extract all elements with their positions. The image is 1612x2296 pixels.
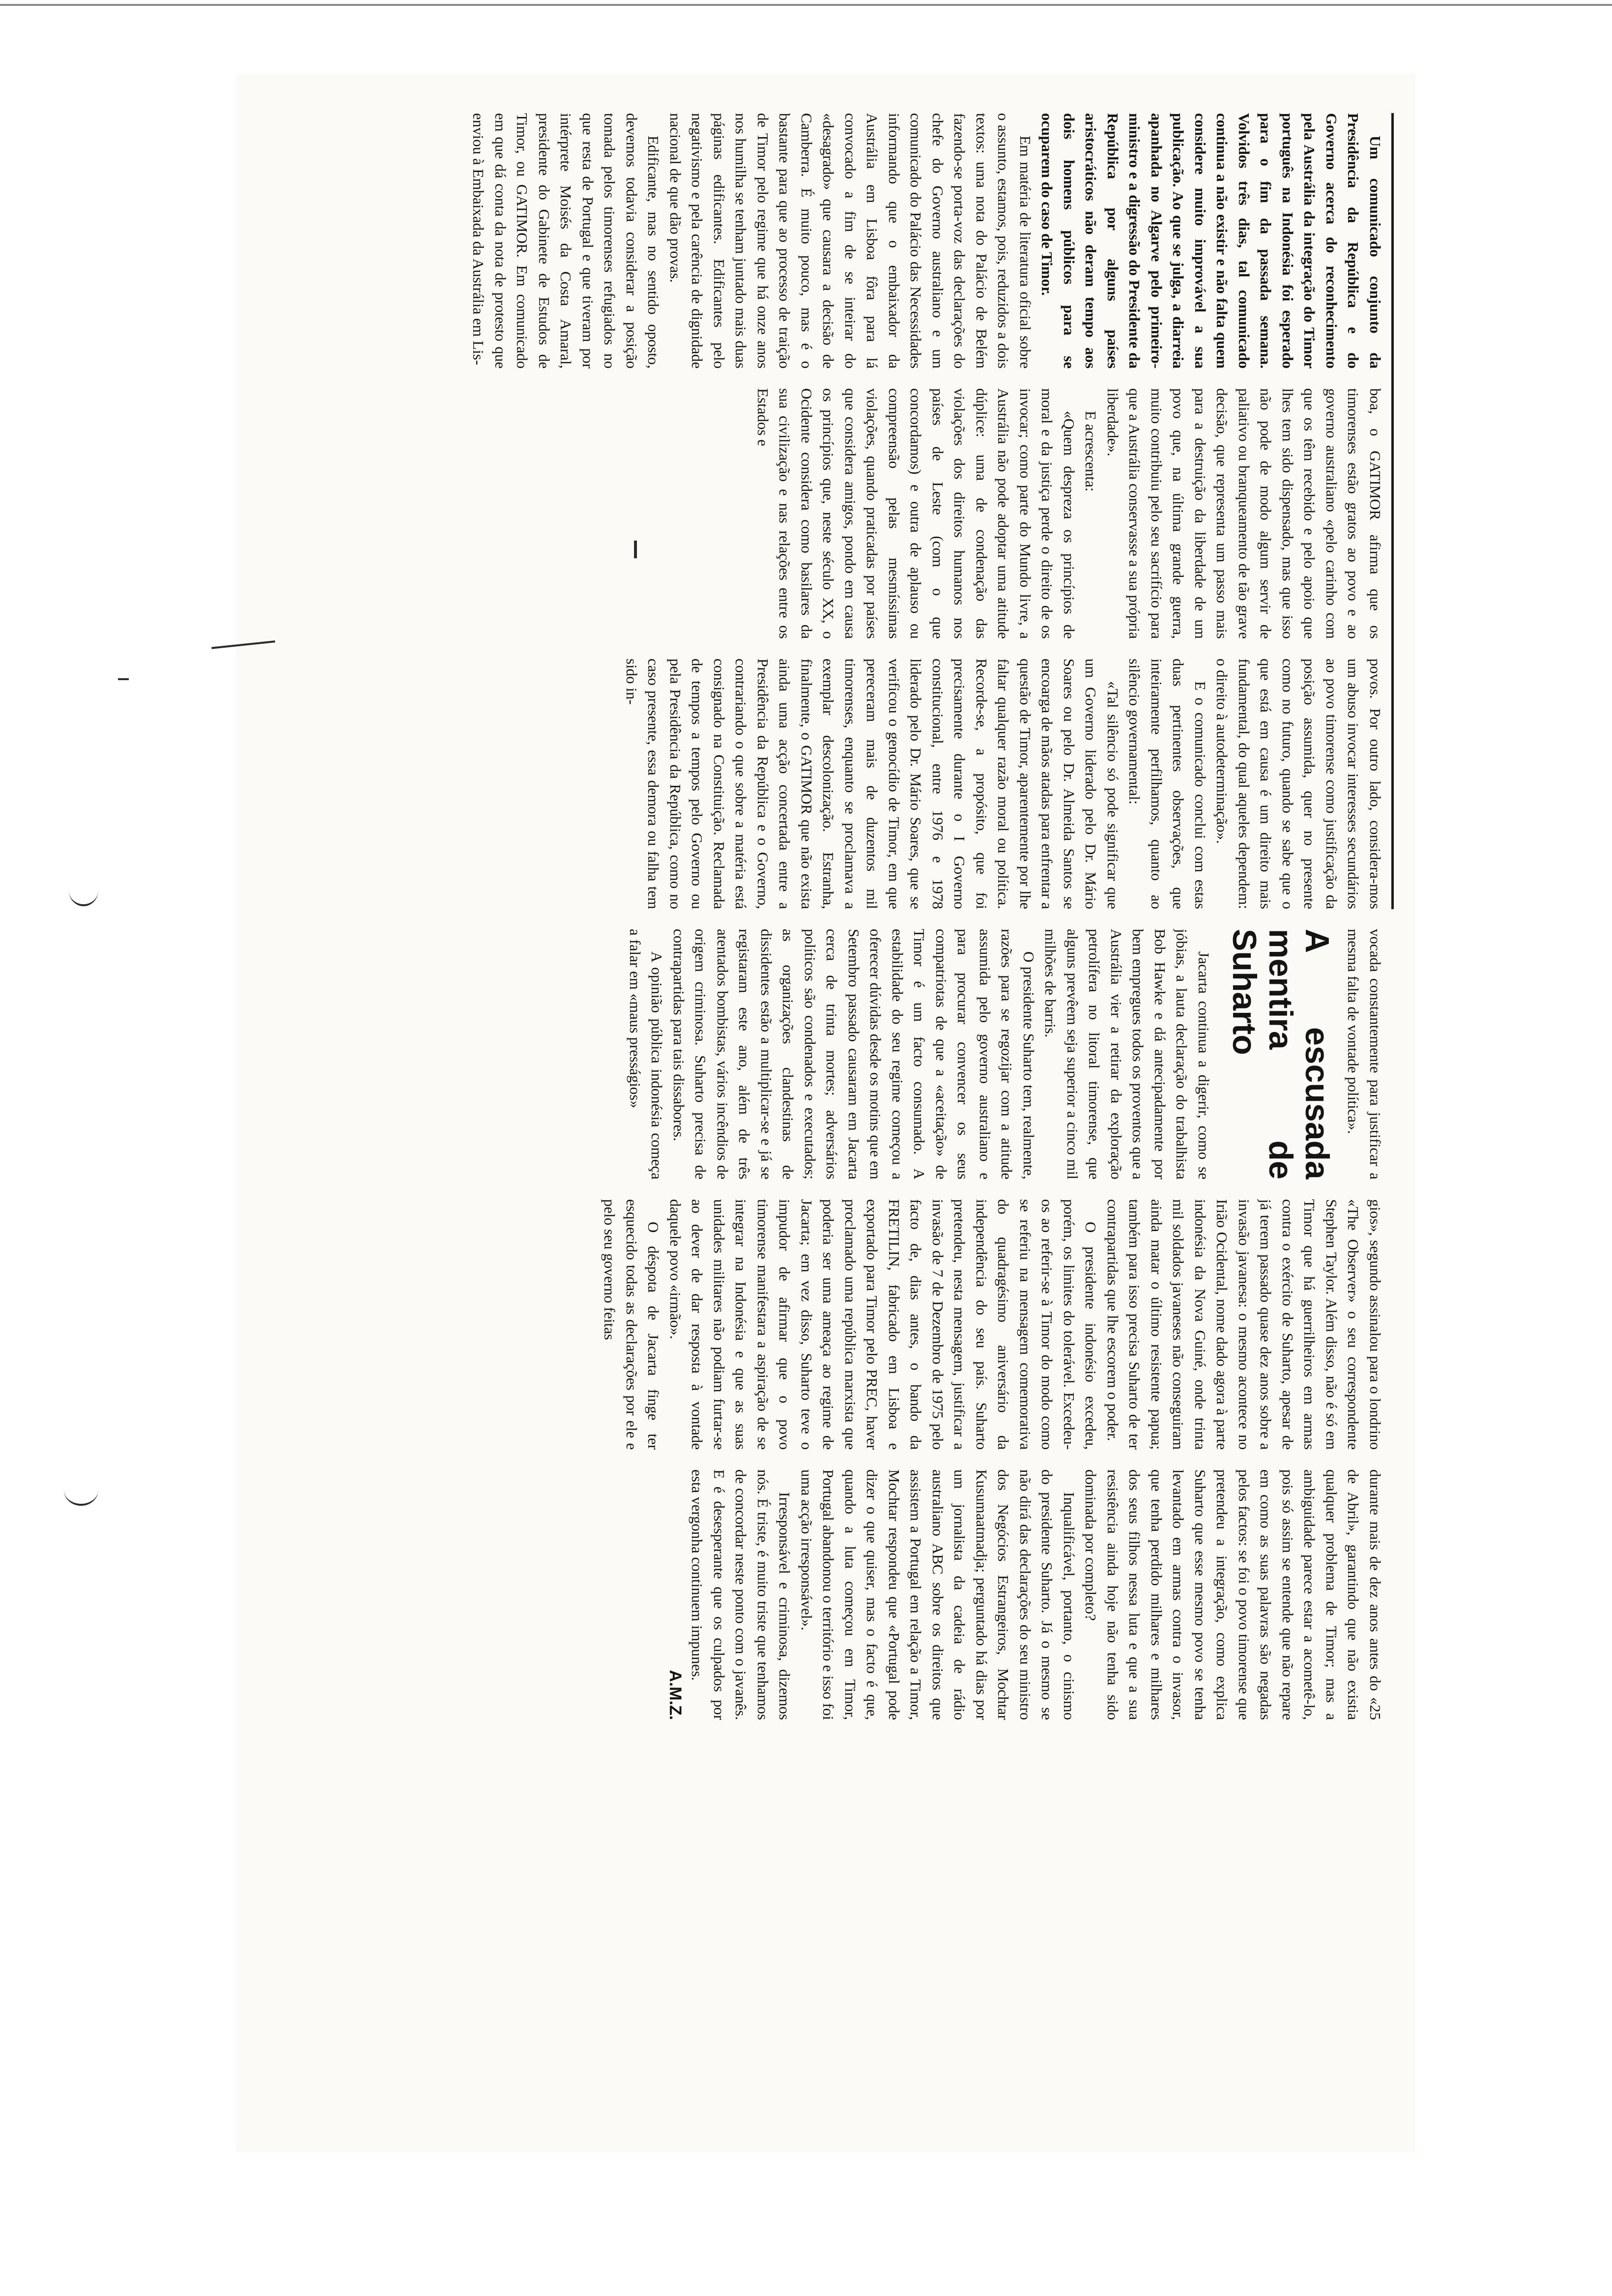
article-headline: A escusada mentira de Suharto xyxy=(1226,929,1336,1179)
column-4 xyxy=(256,929,1386,1179)
body-paragraph: O déspota de Jacarta finge ter esquecido todas as declarações por ele e pelo seu governo feitas xyxy=(601,1199,662,1450)
body-paragraph: A opinião pública indonésia começa a falar em «maus presságios» xyxy=(627,929,666,1179)
body-paragraph: Irresponsável e criminosa, dizemos nós. É triste, é muito triste que tenhamos de concordar neste ponto com o javanês. E é desesperante que os culpados por esta vergonha continuem impunes. xyxy=(689,1469,794,1720)
body-paragraph: Edificante, mas no sentido oposto, devemos todavia considerar a posição tomada pelos timorenses refugiados no que resta de Portugal e que tiveram por intérprete Moisés da Costa Amaral, presidente do Gabinete de Estudos de Timor, ou GATIMOR. Em comunicado em que dá conta da nota de protesto que enviou à Embaixada da Austrália em Lis- xyxy=(470,113,662,369)
body-paragraph: Em matéria de literatura oficial sobre o assunto, estamos, pois, reduzidos a dois textos: uma nota do Palácio de Belém fazendo-se porta-voz das declarações do chefe do Governo australiano e um comunicado do Palácio das Necessidades informando que o embaixador da Austrália em Lisboa fôra para lá convocado a fim de se inteirar do «desagrado» que causara a decisão de Camberra. É muito pouco, mas é o bastante para que ao processo de traição de Timor pelo regime que há onze anos nos humilha se tenham juntado mais duas páginas edificantes. Edificantes pelo negativismo e pela carência de dignidade nacional de que dão provas. xyxy=(667,113,1034,369)
column-1 xyxy=(256,113,1386,369)
body-paragraph: O presidente Suharto tem, realmente, razões para se regozijar com a atitude assumida pelo governo australiano e para procurar convencer os seus compatriotas de que a «aceitação» de Timor é um facto consumado. A estabilidade do seu regime começou a oferecer dúvidas desde os motins que em Setembro passado causaram em Jacarta cerca de trinta mortes; adversários políticos são condenados e executados; as organizações clandestinas de dissidentes estão a multiplicar-se e já se registaram este ano, além de três atentados bombistas, vários incêndios de origem criminosa. Suharto precisa de contrapartidas para tais dissabores. xyxy=(670,929,1037,1179)
scan-stray-mark xyxy=(634,541,637,558)
body-paragraph: Inqualificável, portanto, o cinismo do presidente Suharto. Já o mesmo se não dirá das declarações do seu ministro dos Negócios Estrangeiros, Mochtar Kusumaatmadja; perguntado há dias por um jornalista da cadeia de rádio australiano ABC sobre os direitos que assistem a Portugal em relação a Timor, Mochtar respondeu que «Portugal pode dizer o que quiser, mas o facto é que, quando a luta começou em Timor, Portugal abandonou o território e isso foi uma acção irresponsável». xyxy=(798,1469,1078,1720)
scan-stray-mark xyxy=(64,1474,98,1506)
body-paragraph: gios», segundo assinalou para o londrino «The Observer» o seu correspondente Stephen Taylor. Além disso, não é só em Timor que há guerrilheiros em armas contra o exército de Suharto, apesar de já terem passado quase dez anos sobre a invasão javanesa: o mesmo acontece no Irião Ocidental, nome dado agora à parte indonésia da Nova Guiné, onde trinta mil soldados javaneses não conseguiram ainda matar o último resistente papua; também para isso precisa Suharto de ter contrapartidas que lhe escorem o poder. xyxy=(1104,1199,1384,1450)
body-paragraph: O presidente indonésio excedeu, porém, os limites do tolerável. Excedeu-os ao referir-se à Timor do modo como se referiu na mensagem comemorativa do quadragésimo aniversário da independência do seu país. Suharto pretendeu, nesta mensagem, justificar a invasão de 7 de Dezembro de 1975 pelo facto de, dias antes, o bando da FRETILIN, fabricado em Lisboa e exportado para Timor pelo PREC, haver proclamado uma república marxista que poderia ser uma ameaça ao regime de Jacarta; em vez disso, Suharto teve o impudor de afirmar que o povo timorense manifestara a aspiração de se integrar na Indonésia e que as suas unidades militares não podiam furtar-se ao dever de dar resposta à vontade daquele povo «irmão». xyxy=(667,1199,1100,1450)
author-signature: A.M.Z. xyxy=(666,1670,685,1720)
scan-stray-mark xyxy=(69,875,98,906)
scanned-clipping xyxy=(236,74,1415,2152)
body-paragraph: E o comunicado conclui com estas duas pertinentes observações, que inteiramente perfilhamos, quanto ao silêncio governamental: xyxy=(1126,659,1209,909)
top-rule xyxy=(1391,113,1394,909)
column-6 xyxy=(256,1469,1386,1720)
body-paragraph: E acrescenta: xyxy=(1082,411,1100,492)
body-paragraph: durante mais de dez anos antes do «25 de Abril», garantindo que não existia qualquer problema de Timor; mas a ambiguidade parece estar a acometê-lo, pois só assim se entende que não repare em como as suas palavras são negadas pelos factos: se foi o povo timorense que pretendeu a integração, como explica Suharto que esse mesmo povo se tenha levantado em armas contra o invasor, que tenha perdido milhares e milhares dos seus filhos nessa luta e que a sua resistência ainda hoje não tenha sido dominada por completo? xyxy=(1082,1469,1384,1720)
body-paragraph: «Quem despreza os princípios de moral e da justiça perde o direito de os invocar; como parte do Mundo livre, a Austrália não pode adoptar uma atitude dúplice: uma de condenação das violações dos direitos humanos nos países de Leste (com o que concordamos) e outra de aplauso ou compreensão pelas mesmíssimas violações, quando praticadas por países que considera amigos, pondo em causa os princípios que, neste século XX, o Ocidente considera como basilares da sua civilização e nas relações entre os Estados e xyxy=(754,388,1078,639)
body-paragraph: vocada constantemente para justificar a mesma falta de vontade política». xyxy=(1345,929,1384,1179)
body-paragraph: povos. Por outro lado, considera-mos um abuso invocar interesses secundários ao povo timorense como justificação da posição assumida, quer no presente como no futuro, quando se sabe que o que está em causa é um direito mais fundamental, do qual aqueles dependem: o direito à autodeterminação». xyxy=(1213,659,1384,909)
body-paragraph: «Tal silêncio só pode significar que um Governo liderado pelo Dr. Mário Soares ou pelo Dr. Almeida Santos se encoarga de mãos atadas para enfrentar a questão de Timor, aparentemente por lhe faltar qualquer razão moral ou política. Recorde-se, a propósito, que foi precisamente durante o I Governo constitucional, entre 1976 e 1978 liderado pelo Dr. Mário Soares, que se verificou o genocídio de Timor, em que pereceram mais de duzentos mil timorenses, enquanto se proclamava a exemplar descolonização. Estranha, finalmente, o GATIMOR que não exista ainda uma acção concertada entre a Presidência da República e o Governo, contrariando o que sobre a matéria está consignado na Constituição. Reclamada de tempos a tempos pelo Governo ou pela Presidência da República, como no caso presente, essa demora ou falha tem sido in- xyxy=(623,659,1122,909)
newspaper-page xyxy=(236,74,1415,2152)
body-paragraph: boa, o GATIMOR afirma que os timorenses estão gratos ao povo e ao governo australiano «pelo carinho com que os têm recebido e pelo apoio que lhes tem sido dispensado, mas que isso não pode de modo algum servir de paliativo ou branqueamento de tão grave decisão, que representa um passo mais para a destruição da liberdade de um povo que, na última grande guerra, muito contribuiu pelo seu sacrifício para que a Austrália conservasse a sua própria liberdade». xyxy=(1104,388,1384,639)
body-paragraph: Jacarta continua a digerir, como se jóbias, a lauta declaração do trabalhista Bob Hawke e dá antecipadamente por bem empregues todos os proventos que a Austrália vier a retirar da exploração petrolífera no litoral timorense, que alguns prevêem seja superior a cinco mil milhões de barris. xyxy=(1042,929,1212,1179)
column-5 xyxy=(256,1199,1386,1450)
column-2 xyxy=(256,388,1386,639)
scan-edge-line xyxy=(0,4,1612,6)
lead-paragraph: Um comunicado conjunto da Presidência da República e do Governo acerca do reconhecimento pela Austrália da integração do Timor português na Indonésia foi esperado para o fim da passada semana. Volvidos três dias, tal comunicado continua a não existir e não falta quem considere muito improvável a sua publicação. Ao que se julga, a diarreia apanhada no Algarve pelo primeiro-ministro e a digressão do Presidente da República por alguns países aristocráticos não deram tempo aos dois homens públicos para se ocuparem do caso de Timor. xyxy=(1038,113,1384,369)
column-3 xyxy=(256,659,1386,909)
scan-stray-mark xyxy=(118,678,129,680)
